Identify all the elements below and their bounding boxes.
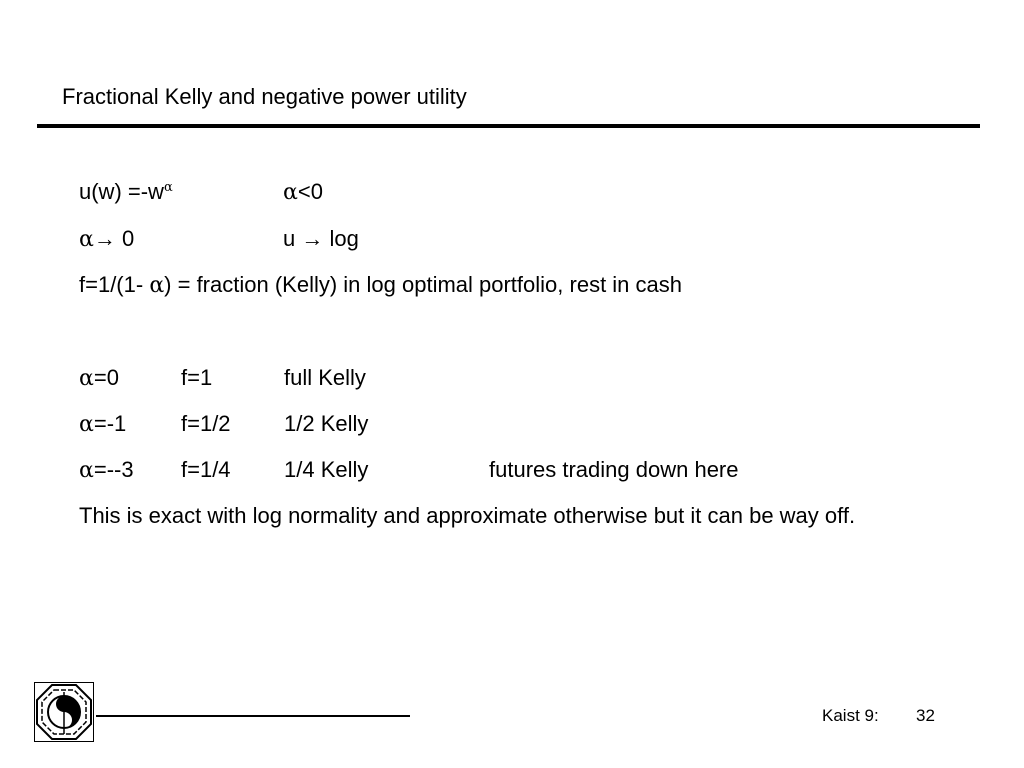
closing-paragraph: This is exact with log normality and approximate otherwise but it can be way off. xyxy=(79,503,856,528)
utility-to-log: u → log xyxy=(283,226,359,251)
fraction-formula-row: f=1/(1- α) = fraction (Kelly) in log optimal portfolio, rest in cash xyxy=(79,272,682,298)
utility-formula: $u(w) =-w^\alpha$ xyxy=(79,179,173,204)
footer-rule xyxy=(96,715,410,717)
fraction-value: f=1/2 xyxy=(181,411,231,436)
alpha-condition: α<0 xyxy=(283,179,323,205)
alpha-value: α=-1 xyxy=(79,411,127,437)
fraction-value: f=1 xyxy=(181,365,213,390)
alpha-to-zero: α→ 0 xyxy=(79,226,135,252)
footer-label: Kaist 9: xyxy=(822,706,879,725)
bagua-logo-icon xyxy=(34,682,94,742)
kelly-label: 1/4 Kelly xyxy=(284,457,369,482)
alpha-value: α=--3 xyxy=(79,457,134,483)
page-number: 32 xyxy=(916,706,935,725)
alpha-value: α=0 xyxy=(79,365,119,391)
slide-title: Fractional Kelly and negative power utility xyxy=(62,84,467,109)
kelly-label: 1/2 Kelly xyxy=(284,411,369,436)
title-rule xyxy=(37,124,980,128)
fraction-value: f=1/4 xyxy=(181,457,231,482)
kelly-label: full Kelly xyxy=(284,365,366,390)
note-text: futures trading down here xyxy=(489,457,739,482)
